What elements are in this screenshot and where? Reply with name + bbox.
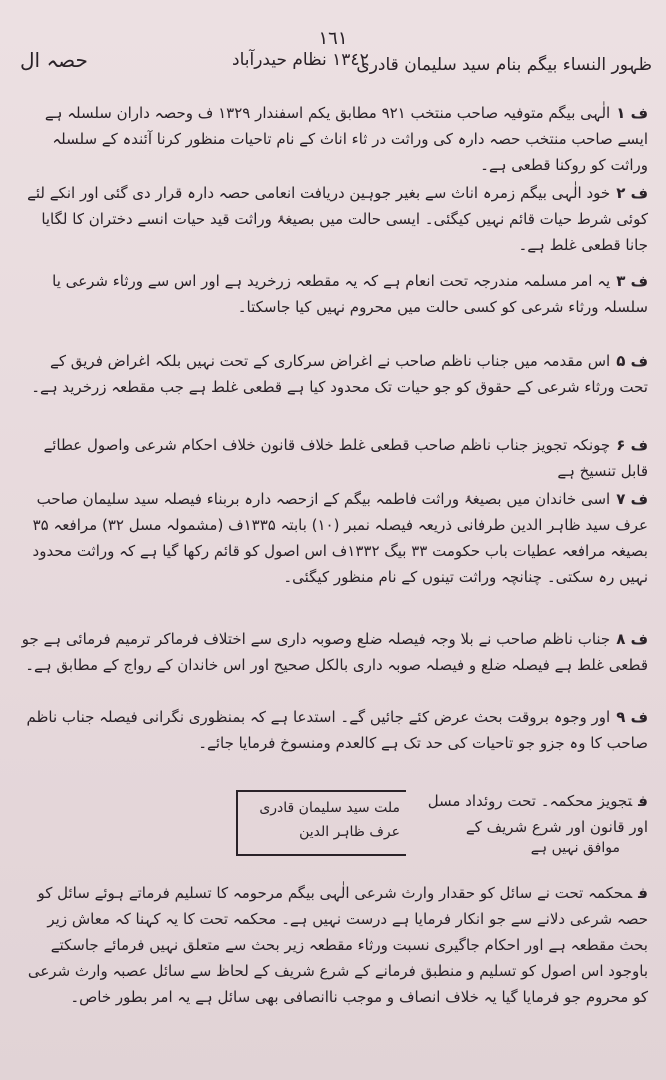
paragraph-8: ف ۸جناب ناظم صاحب نے بلا وجہ فیصلہ ضلع وصوبہ داری سے اختلاف فرماکر ترمیم فرمائی ہے جو قطعی غلط ہے فیصلہ ضلع و فیصلہ صوبہ داری بالکل صحیح اور اس خاندان کے رواج کے مطابق ہے۔ <box>21 630 648 674</box>
header-case-title: ظہور النساء بیگم بنام سید سلیمان قادری <box>356 55 652 75</box>
boxed-note-continuation: موافق نہیں ہے <box>530 840 620 856</box>
paragraph-final: فمحکمہ تحت نے سائل کو حقدار وارث شرعی الٰہی بیگم مرحومہ کا تسلیم فرماتے ہوئے سائل کو حصہ شرعی دلانے سے جو انکار فرمایا ہے درست نہیں ہے۔ محکمہ تحت کا یہ کہنا کہ معاش زیر بحث مقطعہ ہے اور احکام جاگیری نسبت ورثاء مقطعہ زیر بحث سے متعلق نہیں فرمائے جاسکتے باوجود اس اصول کو تسلیم و منطبق فرمانے کے شرع شریف کے لحاظ سے سائل عصبہ وارث شرعی کو محروم جو فرمایا گیا یہ خلاف انصاف و موجب ناانصافی بھی سائل ہے یہ امر بطور خاص۔ <box>27 884 648 1006</box>
paragraph-6: ف ۶چونکہ تجویز جناب ناظم صاحب قطعی غلط خلاف قانون خلاف احکام شرعی واصول عطائے قابل تنسیخ ہے <box>43 436 648 480</box>
paragraph-decision-heading: فتجویز محکمہ۔ تحت روئداد مسل اور قانون اور شرع شریف کے <box>427 792 648 836</box>
header-part-label: حصہ ال <box>20 48 88 72</box>
boxed-note-text: ملت سید سلیمان قادری عرف ظاہر الدین <box>259 800 400 840</box>
paragraph-3: ف ۳یہ امر مسلمہ مندرجہ تحت انعام ہے کہ یہ مقطعہ زرخرید ہے اور اس سے ورثاء شرعی یا سلسلہ ورثاء شرعی کو کسی حالت میں محروم نہیں کیا جاسکتا۔ <box>52 272 648 316</box>
boxed-note <box>236 790 406 856</box>
paragraph-7: ف ۷اسی خاندان میں بصیغۂ وراثت فاطمہ بیگم کے ازحصہ دارہ بربناء فیصلہ سید سلیمان صاحب عرف سید ظاہر الدین طرفانی ذریعہ فیصلہ نمبر (۱۰) بابتہ ۱۳۳۵ف (مشمولہ مسل ۳۲) مرافعہ ۳۵ بصیغہ مرافعہ عطیات باب حکومت ۳۳ بیگ ۱۳۳۲ف اس اصول کو قائم رکھا گیا ہے کہ وراثت محدود نہیں رہ سکتی۔ چنانچہ وراثت تینوں کے نام منظور کیگئی۔ <box>32 490 648 586</box>
paragraph-1: ف ۱الٰہی بیگم متوفیہ صاحب منتخب ۹۲۱ مطابق یکم اسفندار ۱۳۲۹ ف وحصہ داران سلسلہ ہے ایسے صاحب منتخب حصہ دارہ کی وراثت در ثاء اناث کے نام تاحیات منظور کرنا آئندہ کے سلسلہ وراثت کو روکنا قطعی ہے۔ <box>44 104 648 174</box>
page-header <box>0 28 666 88</box>
paragraph-2: ف ۲خود الٰہی بیگم زمرہ اناث سے بغیر جوہین دریافت انعامی حصہ دارہ قرار دی گئی اور انکے لئے کوئی شرط حیات قائم نہیں کیگئی۔ ایسی حالت میں بصیغۂ وراثت قید حیات انسے دختران کا لگایا جانا قطعی غلط ہے۔ <box>27 184 648 254</box>
header-year-place: ١٣٤٢ نظام حیدرآباد <box>232 50 369 70</box>
page-number: ١٦١ <box>318 28 348 49</box>
paragraph-9: ف ۹اور وجوہ بروقت بحث عرض کئے جائیں گے۔ استدعا ہے کہ بمنظوری نگرانی فیصلہ جناب ناظم صاحب کا وہ جزو جو تاحیات کی حد تک ہے کالعدم ومنسوخ فرمایا جائے۔ <box>26 708 648 752</box>
paragraph-5: ف ۵اس مقدمہ میں جناب ناظم صاحب نے اغراض سرکاری کے تحت نہیں بلکہ اغراض فریق کے تحت ورثاء شرعی کے حقوق کو جو حیات تک محدود کیا ہے قطعی غلط ہے جب مقطعہ زرخرید ہے۔ <box>31 352 648 396</box>
